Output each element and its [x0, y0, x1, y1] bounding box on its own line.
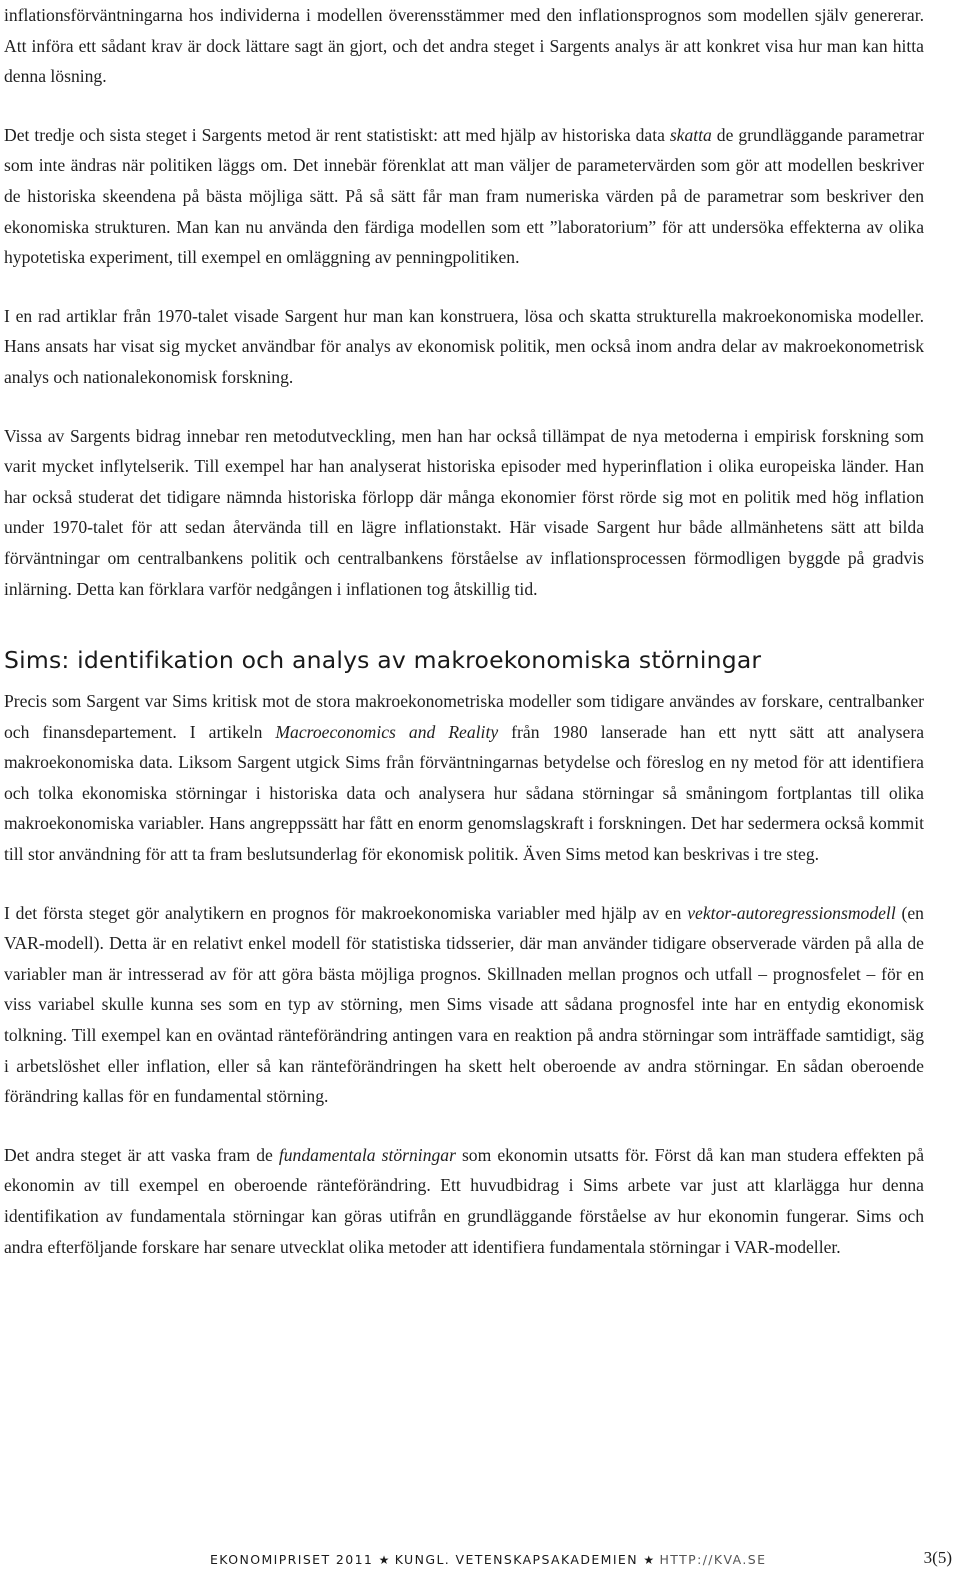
italic-text: vektor-autoregressionsmodell	[687, 902, 896, 923]
footer-website-link[interactable]: HTTP://KVA.SE	[659, 1552, 767, 1567]
body-paragraph	[4, 421, 924, 605]
italic-text: Macroeconomics and Reality	[275, 721, 499, 742]
paragraph-text: I en rad artiklar från 1970-talet visade Sargent hur man kan konstruera, lösa och skatta strukturella makroekonomiska modeller. Hans ansats har visat sig mycket användbar för analys av ekonomisk politik, men också inom andra delar av makroekonometrisk analys och nationalekonomisk forskning.	[4, 305, 924, 387]
footer-credits	[210, 1552, 766, 1567]
paragraph-text: de grundläggande parametrar som inte ändras när politiken läggs om. Det innebär förenklat att man väljer de parametervärden som gör att modellen beskriver de historiska skeendena på bästa möjliga sätt. På så sätt får man fram numeriska värden på de parametrar som beskriver den ekonomiska strukturen. Man kan nu använda den färdiga modellen som ett ”laboratorium” för att undersöka effekterna av olika hypotetiska experiment, till exempel en omläggning av penningpolitiken.	[4, 124, 924, 268]
paragraph-text: Det tredje och sista steget i Sargents metod är rent statistiskt: att med hjälp av historiska data	[4, 124, 670, 145]
body-paragraph	[4, 301, 924, 393]
italic-text: fundamentala störningar	[278, 1144, 456, 1165]
body-paragraph	[4, 898, 924, 1112]
page-number: 3(5)	[923, 1548, 952, 1567]
body-paragraph	[4, 120, 924, 273]
paragraph-text: inflationsförväntningarna hos individerna i modellen överensstämmer med den inflationsprognos som modellen själv genererar. Att införa ett sådant krav är dock lättare sagt än gjort, och det andra steget i Sargents analys är att konkret visa hur man kan hitta denna lösning.	[4, 5, 924, 87]
body-paragraph	[4, 0, 924, 92]
paragraphs-after-heading	[4, 686, 924, 1262]
footer-academy-name: KUNGL. VETENSKAPSAKADEMIEN	[394, 1552, 638, 1567]
paragraph-text: Det andra steget är att vaska fram de	[4, 1144, 279, 1165]
italic-text: skatta	[669, 124, 712, 145]
body-paragraph	[4, 686, 924, 870]
star-icon: ★	[643, 1553, 655, 1567]
paragraph-text: I det första steget gör analytikern en prognos för makroekonomiska variabler med hjälp av en	[4, 902, 688, 923]
body-paragraph	[4, 1140, 924, 1262]
footer-prize-name: EKONOMIPRISET 2011	[210, 1552, 374, 1567]
paragraph-text: Precis som Sargent var Sims kritisk mot de stora makroekonometriska modeller som tidigare användes av forskare, centralbanker och finansdepartement. I artikeln	[4, 691, 924, 742]
paragraph-text: som ekonomin utsatts för. Först då kan man studera effekten på ekonomin av till exempel en oberoende ränteförändring. Ett huvudbidrag i Sims arbete var just att klarlägga hur denna identifikation av fundamentala störningar kan göras utifrån en grundläggande förståelse av hur ekonomin fungerar. Sims och andra efterföljande forskare har senare utvecklat olika metoder att identifiera fundamentala störningar i VAR-modeller.	[4, 1144, 924, 1257]
paragraphs-before-heading	[4, 0, 924, 604]
paragraph-text: från 1980 lanserade han ett nytt sätt att analysera makroekonomiska data. Liksom Sargent utgick Sims från förväntningarnas betydelse och föreslog en ny metod för att identifiera och tolka ekonomiska störningar i historiska data och analysera hur sådana störningar så småningom fortplantas till olika makroekonomiska variabler. Hans angreppssätt har fått en enorm genomslagskraft i forskningen. Det har sedermera också kommit till stor användning för att ta fram beslutsunderlag för ekonomisk politik. Även Sims metod kan beskrivas i tre steg.	[4, 721, 924, 865]
star-icon: ★	[378, 1553, 390, 1567]
section-heading: Sims: identifikation och analys av makroekonomiska störningar	[4, 646, 762, 675]
paragraph-text: (en VAR-modell). Detta är en relativt enkel modell för statistiska tidsserier, där man använder tidigare observerade värden på alla de variabler man är intresserad av för att göra bästa möjliga prognos. Skillnaden mellan prognos och utfall – prognosfelet – för en viss variabel skulle kunna ses som en typ av störning, men Sims visade att sådana prognosfel inte har en entydig ekonomisk tolkning. Till exempel kan en oväntad ränteförändring antingen vara en reaktion på andra störningar som inträffade samtidigt, säg i arbetslöshet eller inflation, eller så kan ränteförändringen ha skett helt oberoende av andra störningar. En sådan oberoende förändring kallas för en fundamental störning.	[4, 902, 924, 1107]
paragraph-text: Vissa av Sargents bidrag innebar ren metodutveckling, men han har också tillämpat de nya metoderna i empirisk forskning som varit mycket inflytelserik. Till exempel har han analyserat historiska episoder med hyperinflation i olika europeiska länder. Han har också studerat det tidigare nämnda historiska förlopp där många ekonomier först rörde sig mot en politik med hög inflation under 1970-talet för att sedan återvända till en lägre inflationstakt. Här visade Sargent hur både allmänhetens sätt att bilda förväntningar om centralbankens politik och centralbankens förståelse av inflationsprocessen förmodligen byggde på gradvis inlärning. Detta kan förklara varför nedgången i inflationen tog åtskillig tid.	[4, 425, 924, 599]
page-footer	[0, 1548, 952, 1572]
